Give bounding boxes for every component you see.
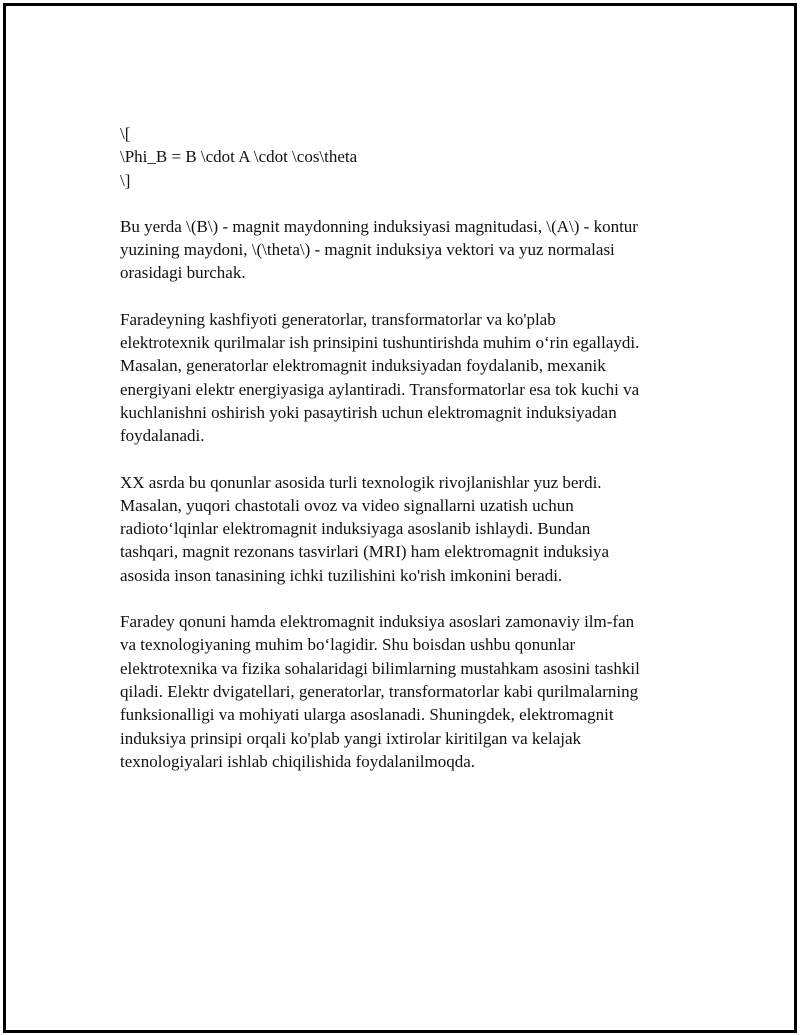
paragraph-faraday-applications: Faradeyning kashfiyoti generatorlar, transformatorlar va ko'plab elektrotexnik qurilmalar ish prinsipini tushuntirishda muhim o‘rin egallaydi. Masalan, generatorlar elektromagnit induksiyadan foydalanib, mexanik energiyani elektr energiyasiga aylantiradi. Transformatorlar esa tok kuchi va kuchlanishni oshirish yoki pasaytirish uchun elektromagnit induksiyadan foydalanadi.	[120, 309, 640, 446]
paragraph-variable-definitions: Bu yerda \(B\) - magnit maydonning induksiyasi magnitudasi, \(A\) - kontur yuzining maydoni, \(\theta\) - magnit induksiya vektori va yuz normalasi orasidagi burchak.	[120, 216, 638, 283]
formula-open-delimiter: \[	[120, 124, 131, 143]
paragraph-conclusion: Faradey qonuni hamda elektromagnit induksiya asoslari zamonaviy ilm-fan va texnologiyaning muhim bo‘lagidir. Shu boisdan ushbu qonunlar elektrotexnika va fizika sohalaridagi bilimlarning mustahkam asosini tashkil qiladi. Elektr dvigatellari, generatorlar, transformatorlar kabi qurilmalarning funksionalligi va mohiyati ularga asoslanadi. Shuningdek, elektromagnit induksiya prinsipi orqali ko'plab yangi ixtirolar kiritilgan va kelajak texnologiyalari ishlab chiqilishida foydalanilmoqda.	[120, 612, 640, 771]
display-formula	[120, 122, 700, 192]
document-page	[3, 3, 797, 1033]
formula-close-delimiter: \]	[120, 170, 131, 190]
formula-expression: \Phi_B = B \cdot A \cdot \cos\theta	[120, 147, 358, 167]
paragraph-twentieth-century: XX asrda bu qonunlar asosida turli texnologik rivojlanishlar yuz berdi. Masalan, yuqori chastotali ovoz va video signallarni uzatish uchun radioto‘lqinlar elektromagnit induksiyaga asoslanib ishlaydi. Bundan tashqari, magnit rezonans tasvirlari (MRI) ham elektromagnit induksiya asosida inson tanasining ichki tuzilishini ko'rish imkonini beradi.	[120, 472, 610, 585]
document-body	[120, 122, 700, 773]
